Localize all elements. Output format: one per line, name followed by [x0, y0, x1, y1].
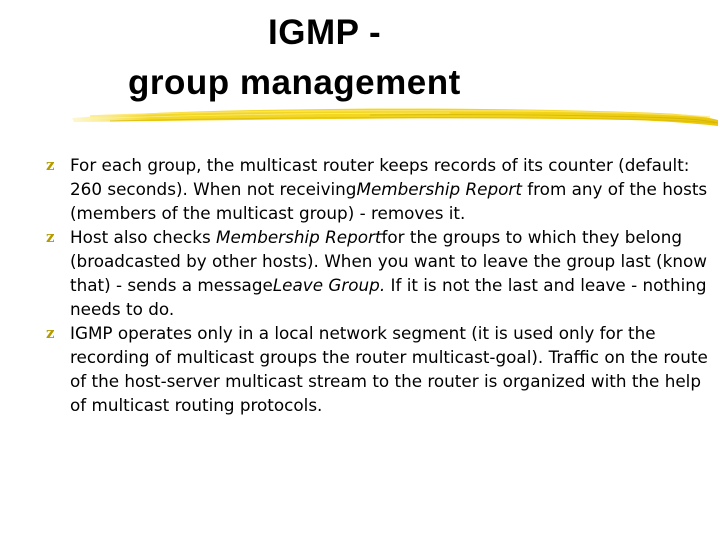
bullet-item: [46, 321, 710, 417]
bullet-text: for the groups to which they belong (broadcasted by other hosts). When you want to leave the group last (know that) - sends a message: [70, 227, 707, 295]
bullet-text: IGMP operates only in a local network segment (it is used only for the recording of multicast groups the router multicast-goal). Traffic on the route of the host-server multicast stream to the router is organized with the help of multicast routing protocols.: [70, 323, 708, 415]
bullet-text: If it is not the last and leave - nothing needs to do.: [70, 275, 707, 319]
bullet-emphasis: Leave Group.: [272, 275, 386, 295]
bullet-text: Host also checks: [70, 227, 217, 247]
bullet-text: from any of the hosts (members of the multicast group) - removes it.: [70, 179, 708, 223]
bullet-list: [46, 153, 710, 417]
z-bullet-icon: z: [46, 156, 55, 174]
bullet-item: [46, 225, 710, 321]
bullet-emphasis: Membership Report: [356, 179, 522, 199]
title-line-2: group management: [128, 63, 461, 102]
title-underline-brush: [70, 98, 720, 132]
bullet-item: [46, 153, 710, 225]
z-bullet-icon: z: [46, 324, 55, 342]
bullet-text: For each group, the multicast router keeps records of its counter (default: 260 seconds). When not receiving: [70, 155, 690, 199]
bullet-emphasis: Membership Report: [216, 227, 382, 247]
z-bullet-icon: z: [46, 228, 55, 246]
title-line-1: IGMP -: [268, 13, 382, 52]
